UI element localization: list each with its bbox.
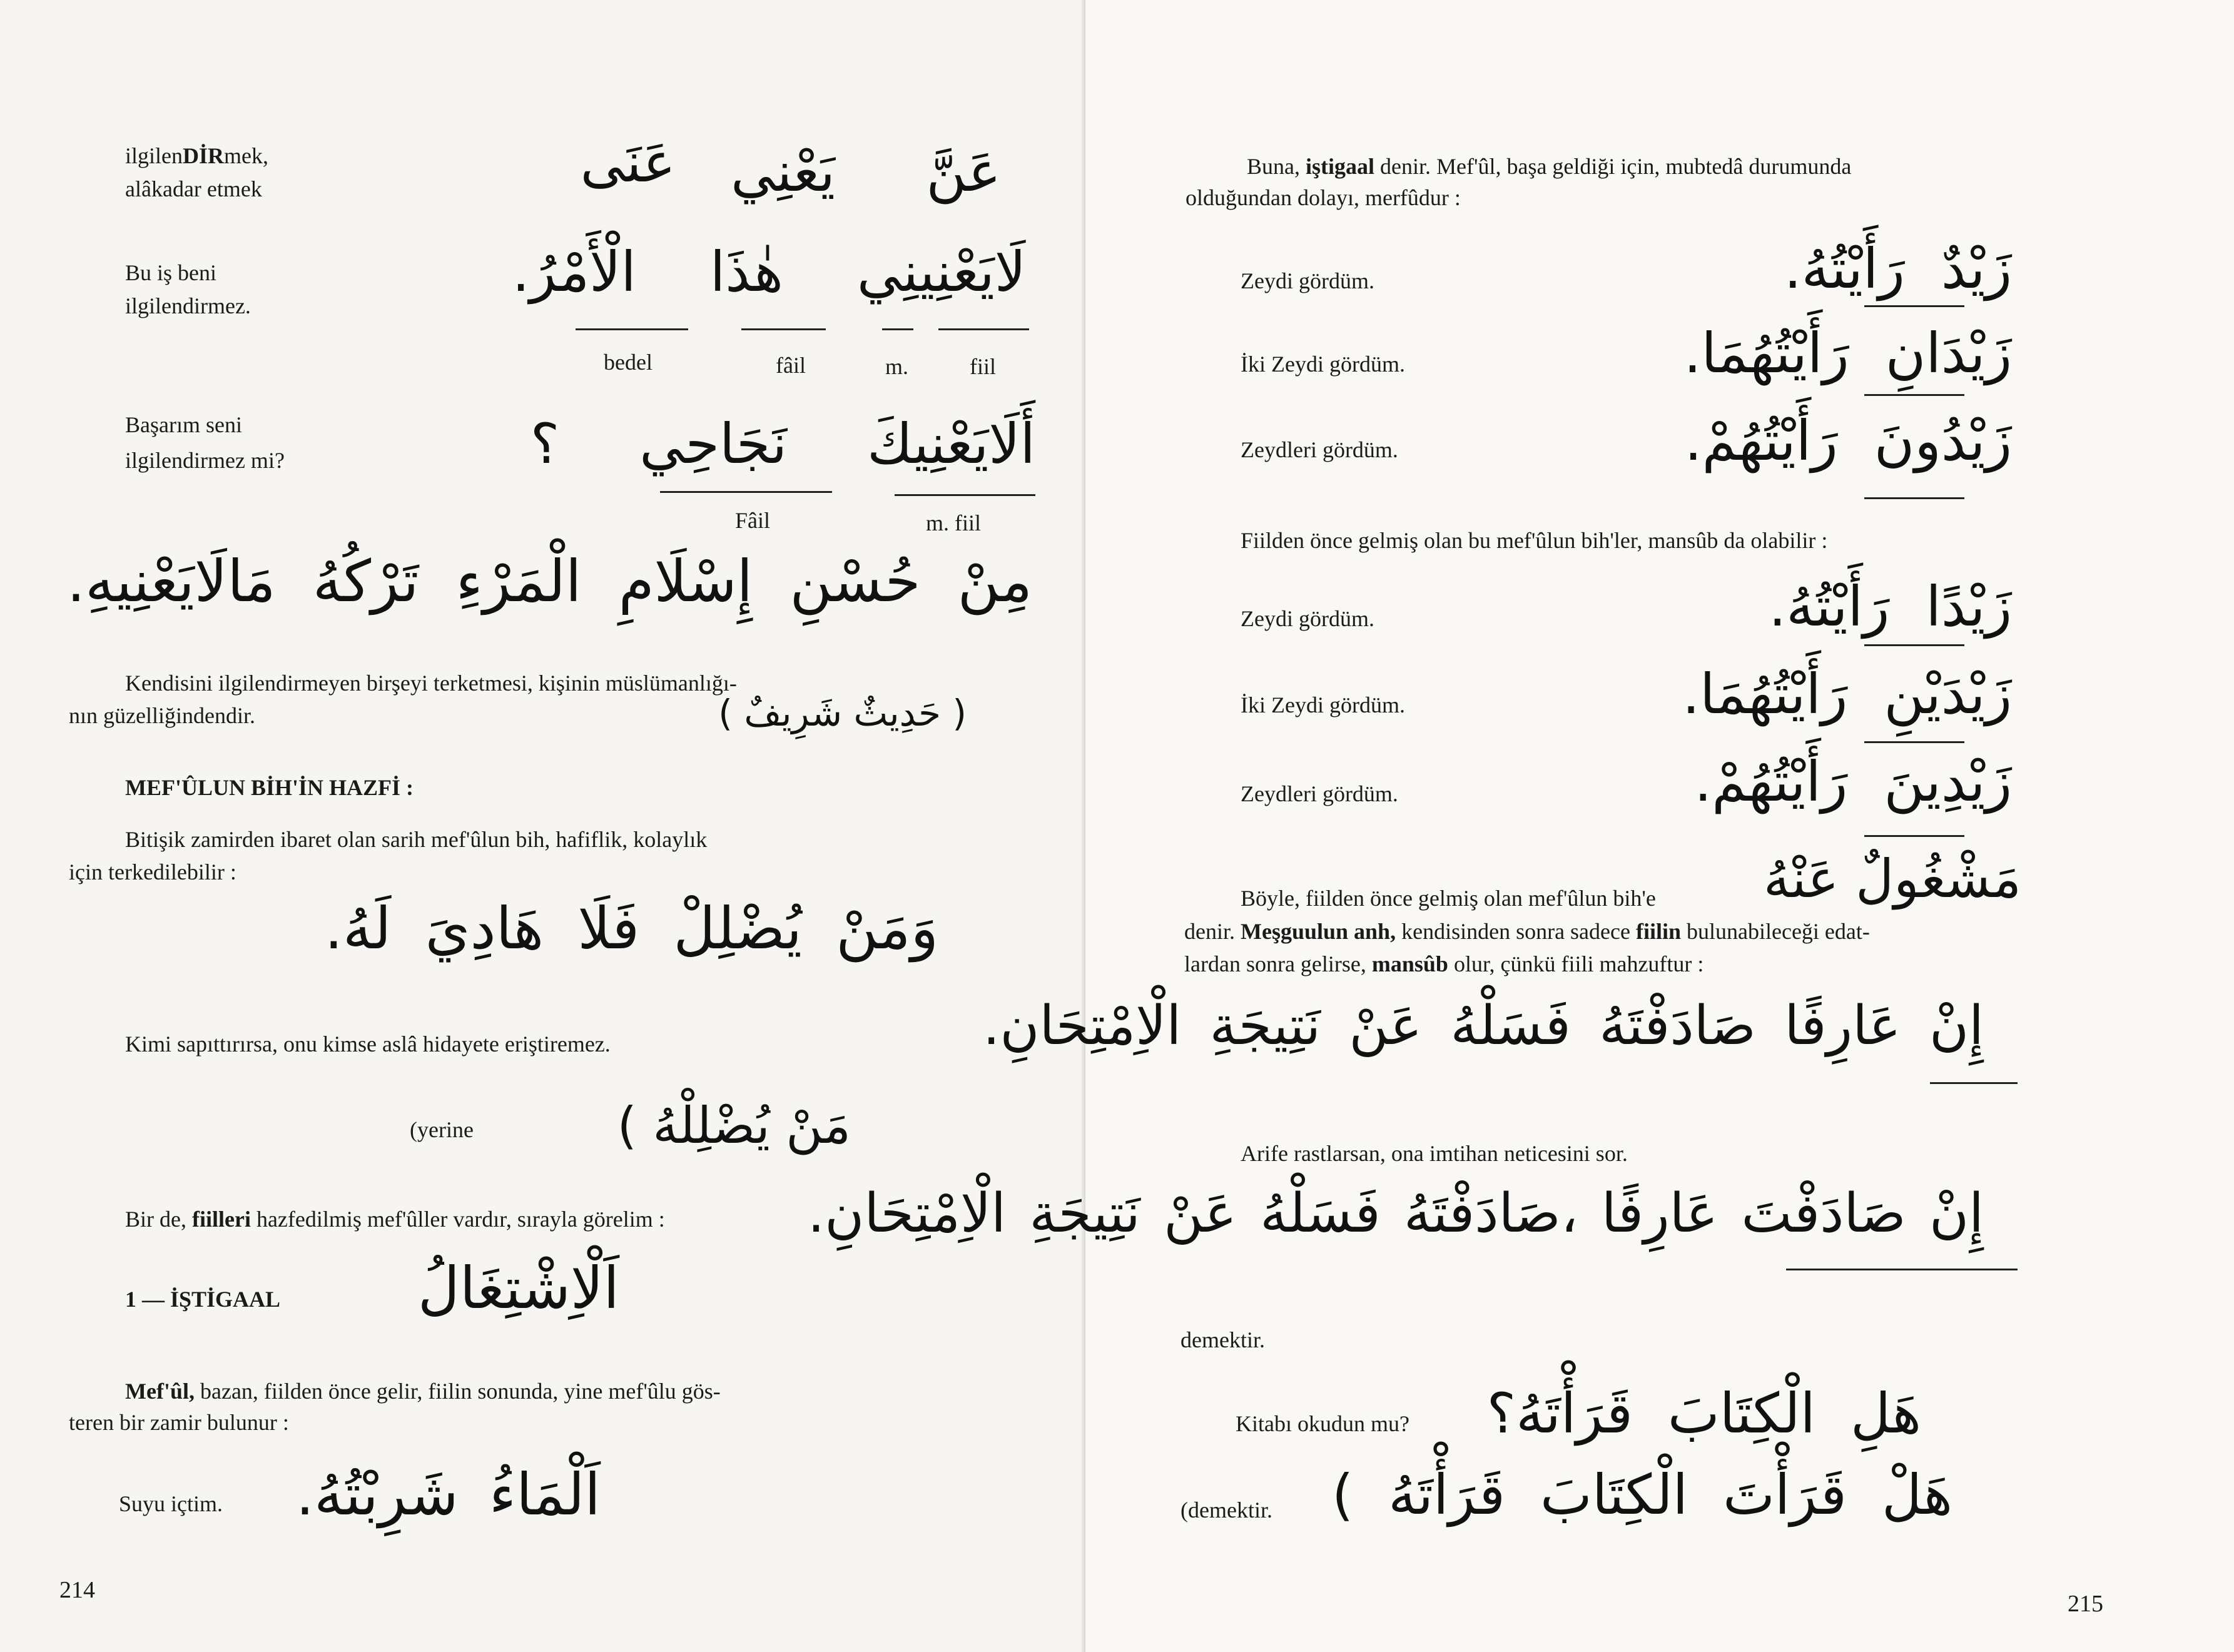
example4-tr: Suyu içtim. [119, 1491, 223, 1516]
fiil-para [125, 1204, 665, 1234]
group1-underline [1864, 497, 1964, 499]
example5-arabic: إِنْ عَارِفًا صَادَفْتَهُ فَسَلْهُ عَنْ نَتِيجَةِ الْاِمْتِحَانِ. [983, 995, 1984, 1057]
example6-underline [1786, 1269, 2018, 1270]
example2-underline [660, 491, 832, 493]
istigal-heading: 1 — İŞTİGAAL [125, 1287, 281, 1312]
boyle-line1: Böyle, fiilden önce gelmiş olan mef'ûlun bih'e [1241, 886, 1656, 911]
example3-tr: Kimi sapıttırırsa, onu kimse aslâ hidayete eriştiremez. [125, 1031, 611, 1057]
boyle-part: olur, çünkü fiili mahzuftur : [1448, 951, 1704, 976]
group1-underline [1864, 305, 1964, 307]
boyle-bold: mansûb [1371, 951, 1448, 976]
intro-bold: iştigaal [1306, 154, 1375, 179]
example6-arabic: إِنْ صَادَفْتَ عَارِفًا ،صَادَفْتَهُ فَسَلْهُ عَنْ نَتِيجَةِ الْاِمْتِحَانِ. [807, 1182, 1984, 1245]
boyle-part: kendisinden sonra sadece [1396, 919, 1636, 944]
group1-row2-arabic: زَيْدَانِ رَأَيْتُهُمَا. [1683, 321, 2012, 385]
vocab-meaning-part: mek, [224, 143, 268, 168]
example1-label-m: m. [885, 354, 909, 379]
vocab-arabic-1: عَنَى [580, 130, 676, 195]
example3-arabic: وَمَنْ يُضْلِلْ فَلَا هَادِيَ لَهُ. [324, 895, 938, 962]
boyle-line2 [1184, 916, 1870, 946]
istigal-arabic: اَلْاِشْتِغَالُ [417, 1255, 619, 1322]
group1-row1-arabic: زَيْدٌ رَأَيْتُهُ. [1784, 236, 2012, 301]
mansub-line: Fiilden önce gelmiş olan bu mef'ûlun bih'ler, mansûb da olabilir : [1241, 528, 1828, 553]
kitab-arabic: هَلِ الْكِتَابَ قَرَأْتَهُ؟ [1486, 1381, 1921, 1446]
vocab-arabic-2: يَعْنِي [731, 139, 835, 204]
group2-underline [1864, 741, 1964, 743]
example1-underline [576, 328, 688, 330]
vocab-meaning-part: ilgilen [125, 143, 183, 168]
example1-tr-line2: ilgilendirmez. [125, 293, 251, 318]
example1-label-fiil: fiil [970, 354, 996, 379]
example2-tr-line1: Başarım seni [125, 412, 242, 437]
meful-para-part: bazan, fiilden önce gelir, fiilin sonunda, yine mef'ûlu gös- [194, 1379, 721, 1404]
example2-arabic: أَلَايَعْنِيكَ نَجَاحِي ؟ [530, 412, 1035, 476]
intro-part: Buna, [1247, 154, 1306, 179]
demektir2-label: (demektir. [1180, 1497, 1272, 1523]
boyle-arabic: مَشْغُولٌ عَنْهُ [1763, 848, 2021, 910]
instead-label: (yerine [410, 1117, 474, 1142]
group1-row3-tr: Zeydleri gördüm. [1241, 437, 1398, 462]
example1-underline [938, 328, 1029, 330]
section-para-line1: Bitişik zamirden ibaret olan sarih mef'ûlun bih, hafiflik, kolaylık [125, 827, 708, 852]
boyle-bold: fiilin [1635, 919, 1681, 944]
example2-tr-line2: ilgilendirmez mi? [125, 448, 285, 473]
group2-row3-tr: Zeydleri gördüm. [1241, 781, 1398, 806]
intro-line2: olduğundan dolayı, merfûdur : [1186, 185, 1461, 210]
example2-label-mfiil: m. fiil [926, 510, 981, 535]
boyle-part: bulunabileceği edat- [1681, 919, 1870, 944]
example1-tr-line1: Bu iş beni [125, 260, 217, 285]
group2-row2-tr: İki Zeydi gördüm. [1241, 692, 1405, 717]
left-page [0, 0, 1085, 1652]
hadith-source-arabic: ( حَدِيثٌ شَرِيفٌ ) [718, 692, 967, 734]
fiil-para-bold: fiilleri [191, 1207, 251, 1232]
boyle-part: denir. [1184, 919, 1241, 944]
group1-underline [1864, 394, 1964, 396]
intro-part: denir. Mef'ûl, başa geldiği için, mubtedâ durumunda [1374, 154, 1852, 179]
section-heading: MEF'ÛLUN BİH'İN HAZFİ : [125, 775, 414, 800]
group2-row3-arabic: زَيْدِينَ رَأَيْتُهُمْ. [1694, 749, 2012, 814]
example2-underline [895, 494, 1035, 496]
meful-para-bold: Mef'ûl, [125, 1379, 195, 1404]
example5-underline [1930, 1082, 2018, 1084]
group2-underline [1864, 835, 1964, 837]
page-number-left: 214 [59, 1577, 95, 1603]
intro-line1 [1247, 151, 1851, 181]
example1-arabic: لَايَعْنِينِي هٰذَا الْأَمْرُ. [512, 240, 1026, 304]
group2-row2-arabic: زَيْدَيْنِ رَأَيْتُهُمَا. [1682, 662, 2012, 726]
kitab-tr: Kitabı okudun mu? [1236, 1411, 1409, 1436]
section-para-line2: için terkedilebilir : [69, 859, 236, 884]
example2-label-fail: Fâil [735, 508, 771, 533]
boyle-line3 [1184, 949, 1703, 979]
example1-underline [741, 328, 826, 330]
group1-row3-arabic: زَيْدُونَ رَأَيْتُهُمْ. [1684, 408, 2012, 473]
page-number-right: 215 [2068, 1591, 2103, 1617]
hadith-arabic: مِنْ حُسْنِ إِسْلَامِ الْمَرْءِ تَرْكُهُ مَالَايَعْنِيهِ. [66, 548, 1032, 615]
kitab-arabic-2: هَلْ قَرَأْتَ الْكِتَابَ قَرَأْتَهُ ) [1332, 1462, 1952, 1527]
hadith-tr-line1: Kendisini ilgilendirmeyen birşeyi terketmesi, kişinin müslümanlığı- [125, 671, 737, 696]
meful-para-line2: teren bir zamir bulunur : [69, 1410, 289, 1435]
fiil-para-part: Bir de, [125, 1207, 192, 1232]
vocab-arabic-3: عَنَّ [926, 139, 1001, 204]
group2-row1-arabic: زَيْدًا رَأَيْتُهُ. [1769, 574, 2012, 639]
example1-underline [882, 328, 913, 330]
fiil-para-part: hazfedilmiş mef'ûller vardır, sırayla görelim : [250, 1207, 665, 1232]
meful-para-line1 [125, 1376, 721, 1406]
group2-row1-tr: Zeydi gördüm. [1241, 606, 1374, 631]
example4-arabic: اَلْمَاءُ شَرِبْتُهُ. [295, 1461, 601, 1528]
vocab-meaning-bold: DİR [183, 143, 225, 168]
example5-tr: Arife rastlarsan, ona imtihan neticesini sor. [1241, 1141, 1628, 1166]
boyle-part: lardan sonra gelirse, [1184, 951, 1372, 976]
example1-label-bedel: bedel [604, 350, 652, 375]
vocab-meaning [125, 141, 268, 171]
demektir: demektir. [1180, 1327, 1265, 1352]
group2-underline [1864, 644, 1964, 646]
group1-row2-tr: İki Zeydi gördüm. [1241, 352, 1405, 377]
hadith-tr-line2: nın güzelliğindendir. [69, 703, 255, 728]
instead-arabic: مَنْ يُضْلِلْهُ ) [617, 1097, 851, 1155]
group1-row1-tr: Zeydi gördüm. [1241, 268, 1374, 293]
example1-label-fail: fâil [776, 353, 806, 378]
vocab-meaning-line2: alâkadar etmek [125, 176, 262, 201]
boyle-bold: Meşguulun anh, [1240, 919, 1396, 944]
